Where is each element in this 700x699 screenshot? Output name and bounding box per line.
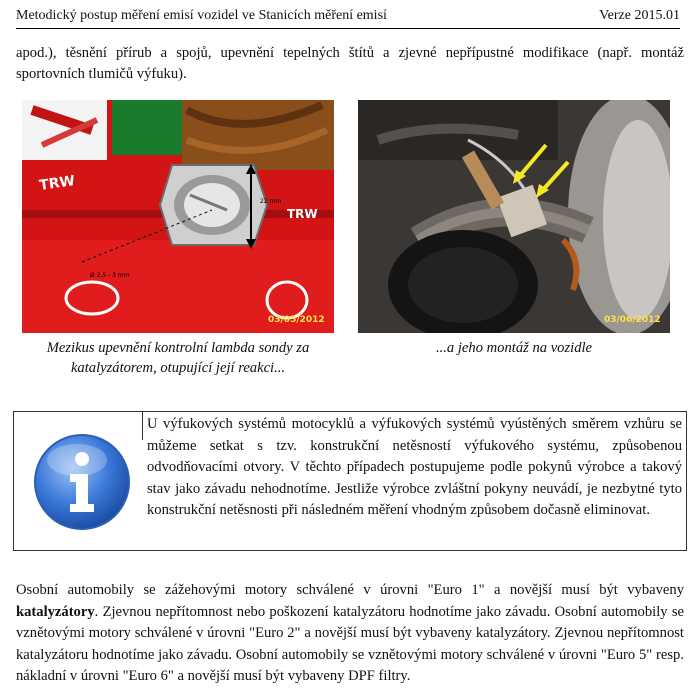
body-paragraph <box>16 580 684 688</box>
info-note-box <box>13 411 687 551</box>
photo-lambda-spacer-image <box>22 100 334 333</box>
intro-paragraph: apod.), těsnění přírub a spojů, upevnění tepelných štítů a zjevné nepřípustné modifikace (např. montáž sportovních tlumičů výfuku). <box>16 45 684 82</box>
info-note-text: U výfukových systémů motocyklů a výfukových systémů vyústěných směrem vzhůru se můžeme setkat s tzv. konstrukční netěsností výfukového systému, způsobenou odvodňovacími otvory. V těchto případech postupujeme podle pokynů výrobce a takový stav jako závadu nehodnotíme. Jestliže výrobce zvláštní pokyny neuvádí, je nezbytné tyto konstrukční netěsnosti při následném měření vhodným způsobem dočasně eliminovat. <box>147 416 682 518</box>
info-icon <box>32 432 132 532</box>
photo1-diameter-label: Ø 2,5 - 3 mm <box>90 272 130 279</box>
photo1-dimension-label: 22 mm <box>260 198 282 205</box>
body-text-part2: . Zjevnou nepřítomnost nebo poškození katalyzátoru hodnotíme jako závadu. Osobní automobily se vznětovými motory schválené v úrovni "Euro 2" a novější musí být vybaveny katalyzátory. Zjevnou nepřítomnost katalyzátoru hodnotíme jako závadu. Osobní automobily se vznětovými motory schválené v úrovni "Euro 5" resp. nákladní v úrovni "Euro 6" a novější musí být vybaveny DPF filtry. <box>16 603 684 684</box>
svg-text:TRW: TRW <box>287 207 318 221</box>
document-title: Metodický postup měření emisí vozidel ve Stanicích měření emisí <box>16 8 387 23</box>
photo-installed-image <box>358 100 670 333</box>
page-header <box>16 8 680 29</box>
photo2-date-stamp: 03/06/2012 <box>604 315 661 325</box>
svg-text:TRW: TRW <box>38 173 76 194</box>
note-divider <box>142 412 143 440</box>
photo-installed-on-vehicle <box>358 100 670 333</box>
photo-lambda-spacer <box>22 100 334 333</box>
body-text-part1: Osobní automobily se zážehovými motory schválené v úrovni "Euro 1" a novější musí být vybaveny <box>16 582 684 598</box>
document-version: Verze 2015.01 <box>599 8 680 23</box>
photo1-date-stamp: 03/05/2012 <box>268 315 325 325</box>
photo2-caption: ...a jeho montáž na vozidle <box>435 340 593 356</box>
body-bold-word: katalyzátory <box>16 603 95 620</box>
photo1-caption: Mezikus upevnění kontrolní lambda sondy za katalyzátorem, otupující její reakci... <box>46 340 310 376</box>
